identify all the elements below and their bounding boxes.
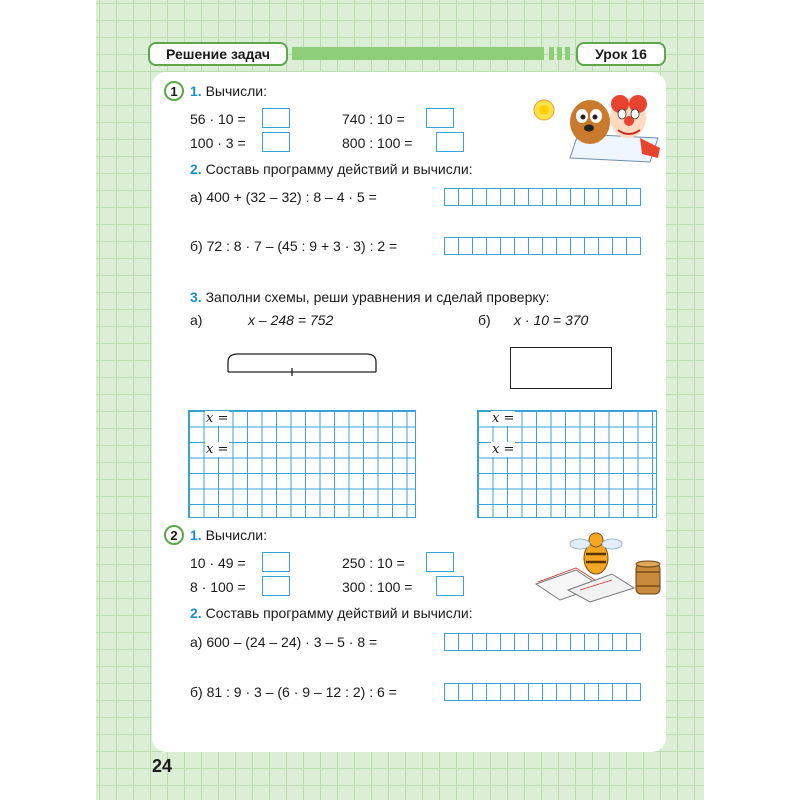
answer-cell[interactable] — [556, 683, 571, 701]
answer-cell[interactable] — [612, 683, 627, 701]
task-text: Заполни схемы, реши уравнения и сделай проверку: — [205, 289, 550, 305]
answer-box[interactable] — [436, 576, 464, 596]
answer-box[interactable] — [262, 108, 290, 128]
answer-cell[interactable] — [528, 633, 543, 651]
answer-cell[interactable] — [528, 683, 543, 701]
answer-cell[interactable] — [458, 237, 473, 255]
answer-cell[interactable] — [570, 633, 585, 651]
answer-cell[interactable] — [542, 683, 557, 701]
expression: 800 : 100 = — [342, 135, 413, 151]
answer-cell[interactable] — [556, 188, 571, 206]
answer-cell[interactable] — [500, 188, 515, 206]
answer-cell[interactable] — [556, 237, 571, 255]
answer-cell[interactable] — [542, 237, 557, 255]
lesson-label: Урок 16 — [576, 42, 666, 66]
answer-cell[interactable] — [598, 237, 613, 255]
task-title — [190, 289, 550, 305]
answer-cell[interactable] — [584, 237, 599, 255]
answer-cell[interactable] — [598, 683, 613, 701]
answer-cell[interactable] — [500, 633, 515, 651]
answer-cell[interactable] — [626, 188, 641, 206]
x-label: x = — [492, 442, 515, 457]
expression: а) 400 + (32 – 32) : 8 – 4 · 5 = — [190, 189, 377, 205]
answer-cell[interactable] — [486, 237, 501, 255]
topic-label: Решение задач — [148, 42, 288, 66]
answer-cell[interactable] — [584, 683, 599, 701]
task-text: Вычисли: — [205, 83, 267, 99]
task-text: Составь программу действий и вычисли: — [205, 605, 473, 621]
task-number: 2. — [190, 161, 202, 177]
answer-cells[interactable] — [444, 633, 640, 651]
answer-cell[interactable] — [612, 237, 627, 255]
expression: 100 · 3 = — [190, 135, 246, 151]
answer-cell[interactable] — [570, 237, 585, 255]
answer-cell[interactable] — [486, 633, 501, 651]
answer-cell[interactable] — [472, 683, 487, 701]
expression: 8 · 100 = — [190, 579, 246, 595]
answer-cell[interactable] — [598, 188, 613, 206]
solution-grid[interactable] — [188, 410, 416, 518]
expression: 740 : 10 = — [342, 111, 405, 127]
bee-books-illustration — [532, 530, 664, 604]
answer-cell[interactable] — [612, 188, 627, 206]
answer-cell[interactable] — [626, 683, 641, 701]
answer-box[interactable] — [426, 108, 454, 128]
task-number: 2. — [190, 605, 202, 621]
answer-cell[interactable] — [514, 633, 529, 651]
answer-box[interactable] — [262, 132, 290, 152]
answer-cell[interactable] — [514, 683, 529, 701]
task-title — [190, 83, 267, 99]
x-label: x = — [206, 442, 229, 457]
answer-cell[interactable] — [584, 633, 599, 651]
answer-cell[interactable] — [570, 188, 585, 206]
answer-cell[interactable] — [584, 188, 599, 206]
answer-cell[interactable] — [486, 188, 501, 206]
answer-cell[interactable] — [444, 633, 459, 651]
task-title — [190, 605, 473, 621]
answer-cell[interactable] — [500, 683, 515, 701]
answer-cells[interactable] — [444, 683, 640, 701]
equation-label: б) — [478, 312, 491, 328]
answer-cell[interactable] — [570, 683, 585, 701]
x-label: x = — [206, 411, 229, 426]
task-number: 1. — [190, 527, 202, 543]
answer-cell[interactable] — [472, 633, 487, 651]
header-stripes — [549, 47, 573, 60]
segment-scheme — [224, 350, 380, 380]
answer-cell[interactable] — [500, 237, 515, 255]
answer-cell[interactable] — [472, 237, 487, 255]
answer-cell[interactable] — [444, 683, 459, 701]
answer-cell[interactable] — [556, 633, 571, 651]
answer-cell[interactable] — [444, 237, 459, 255]
answer-cell[interactable] — [514, 188, 529, 206]
answer-cell[interactable] — [612, 633, 627, 651]
expression: 10 · 49 = — [190, 555, 246, 571]
equation: x – 248 = 752 — [248, 312, 334, 328]
answer-cell[interactable] — [598, 633, 613, 651]
answer-cell[interactable] — [458, 188, 473, 206]
answer-cell[interactable] — [486, 683, 501, 701]
header-bar — [292, 47, 544, 60]
answer-cells[interactable] — [444, 188, 640, 206]
task-title — [190, 161, 473, 177]
answer-box[interactable] — [262, 576, 290, 596]
equation-label: а) — [190, 312, 203, 328]
answer-box[interactable] — [436, 132, 464, 152]
expression: б) 81 : 9 · 3 – (6 · 9 – 12 : 2) : 6 = — [190, 684, 397, 700]
solution-grid[interactable] — [477, 410, 657, 518]
answer-cells[interactable] — [444, 237, 640, 255]
task-title — [190, 527, 267, 543]
answer-cell[interactable] — [626, 237, 641, 255]
answer-cell[interactable] — [528, 237, 543, 255]
answer-cell[interactable] — [458, 683, 473, 701]
answer-cell[interactable] — [472, 188, 487, 206]
answer-cell[interactable] — [444, 188, 459, 206]
task-text: Составь программу действий и вычисли: — [205, 161, 473, 177]
answer-cell[interactable] — [542, 188, 557, 206]
task-text: Вычисли: — [205, 527, 267, 543]
expression: 250 : 10 = — [342, 555, 405, 571]
task-number: 1. — [190, 83, 202, 99]
expression: 300 : 100 = — [342, 579, 413, 595]
scheme-rectangle[interactable] — [510, 347, 612, 389]
answer-cell[interactable] — [542, 633, 557, 651]
task-number: 3. — [190, 289, 202, 305]
clown-dog-illustration — [530, 88, 664, 168]
expression: а) 600 – (24 – 24) · 3 – 5 · 8 = — [190, 634, 378, 650]
equation: x · 10 = 370 — [514, 312, 589, 328]
page-number: 24 — [152, 756, 173, 776]
answer-cell[interactable] — [626, 633, 641, 651]
expression: б) 72 : 8 · 7 – (45 : 9 + 3 · 3) : 2 = — [190, 238, 398, 254]
answer-box[interactable] — [426, 552, 454, 572]
expression: 56 · 10 = — [190, 111, 246, 127]
x-label: x = — [492, 411, 515, 426]
section-number: 1 — [164, 81, 184, 101]
answer-box[interactable] — [262, 552, 290, 572]
section-number: 2 — [164, 525, 184, 545]
answer-cell[interactable] — [458, 633, 473, 651]
answer-cell[interactable] — [514, 237, 529, 255]
answer-cell[interactable] — [528, 188, 543, 206]
